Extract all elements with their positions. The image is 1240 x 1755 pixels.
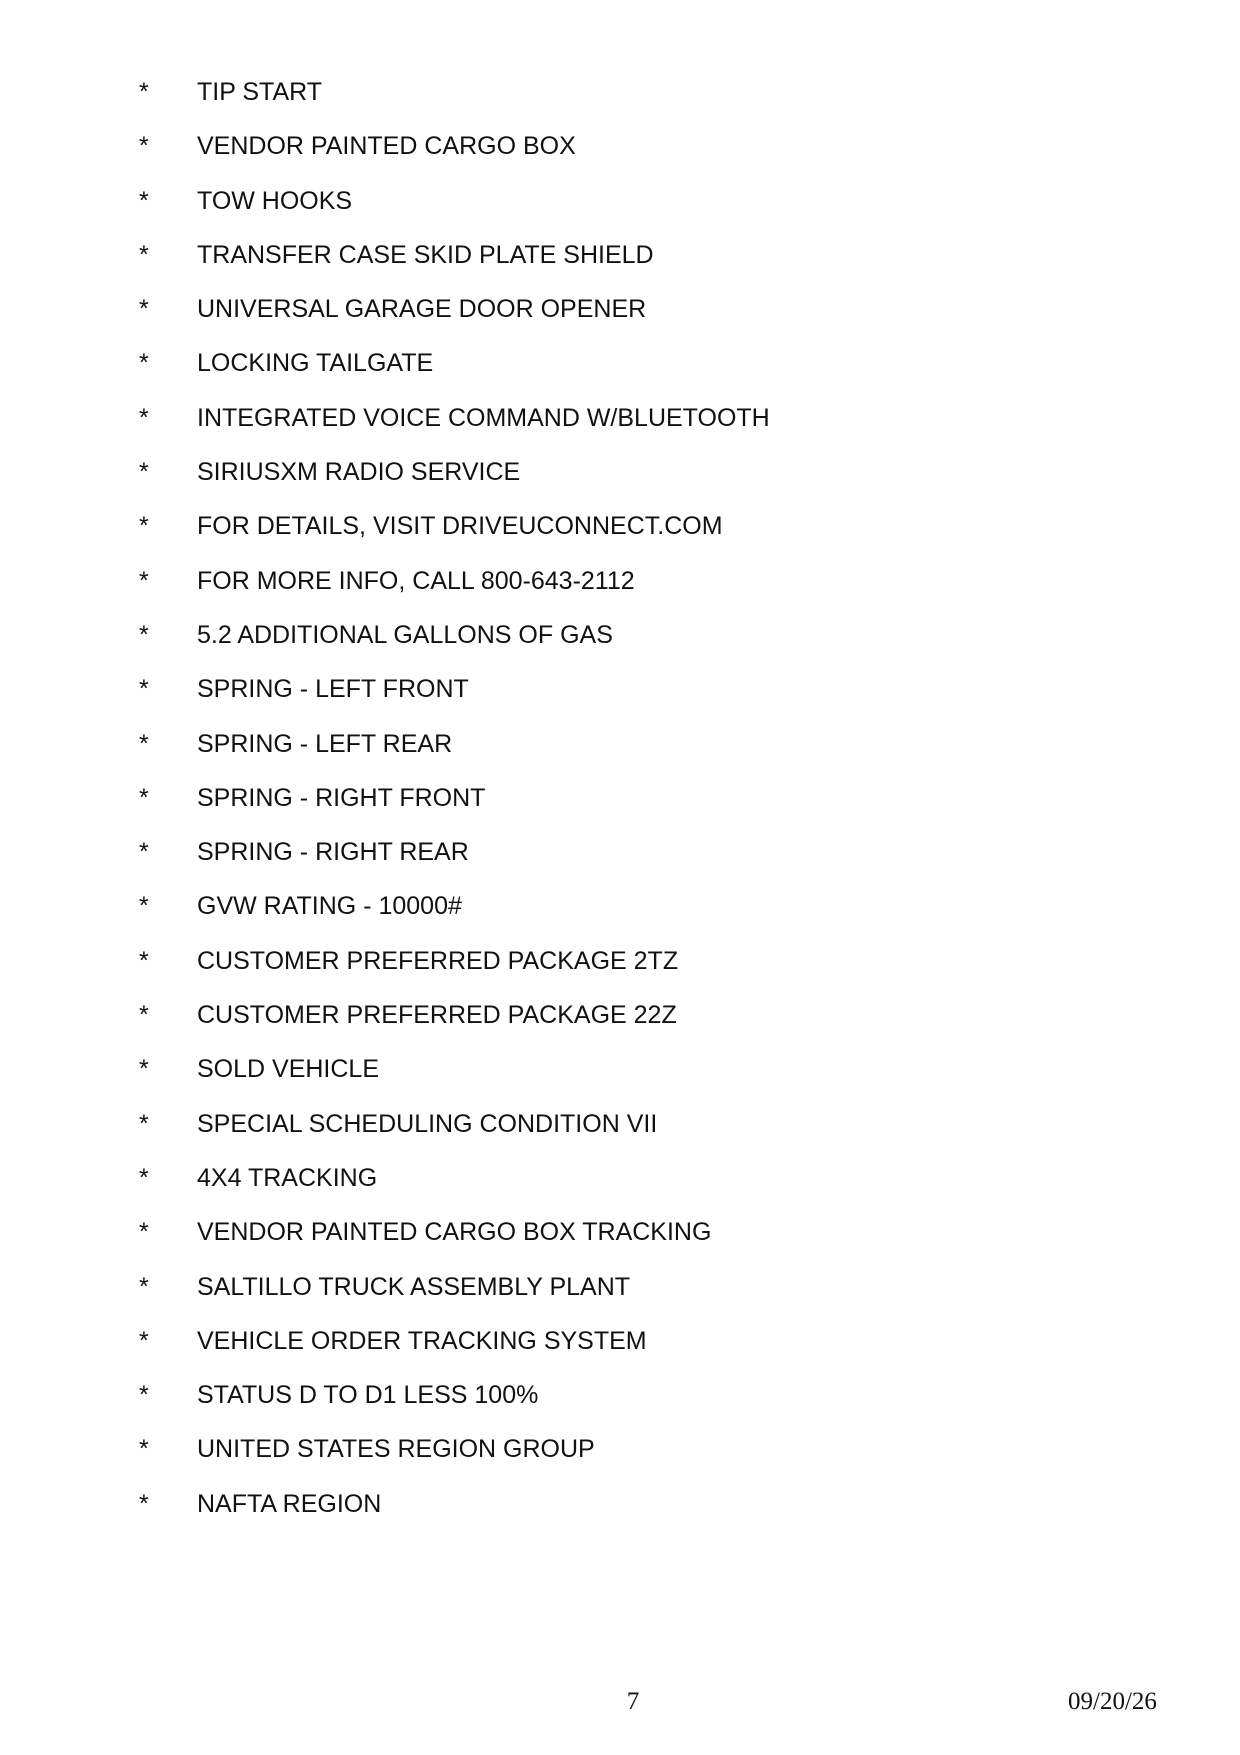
bullet-marker: * [139, 1109, 149, 1138]
bullet-marker: * [139, 729, 149, 758]
list-item [0, 1489, 1240, 1543]
bullet-marker: * [139, 892, 149, 921]
bullet-marker: * [139, 349, 149, 378]
list-item-text: SALTILLO TRUCK ASSEMBLY PLANT [197, 1272, 631, 1301]
list-item [0, 403, 1240, 457]
footer-date: 09/20/26 [1068, 1688, 1157, 1715]
bullet-marker: * [139, 78, 149, 106]
list-item-text: SPECIAL SCHEDULING CONDITION VII [197, 1109, 658, 1138]
list-item [0, 1380, 1240, 1434]
list-item [0, 837, 1240, 891]
bullet-marker: * [139, 512, 149, 541]
bullet-marker: * [139, 132, 149, 161]
list-item [0, 294, 1240, 348]
bullet-marker: * [139, 403, 149, 432]
list-item-text: SIRIUSXM RADIO SERVICE [197, 458, 521, 487]
list-item [0, 348, 1240, 402]
bullet-marker: * [139, 1163, 149, 1192]
list-item-text: 5.2 ADDITIONAL GALLONS OF GAS [197, 620, 613, 649]
list-item-text: FOR MORE INFO, CALL 800-643-2112 [197, 566, 635, 595]
list-item [0, 729, 1240, 783]
bullet-marker: * [139, 186, 149, 215]
bullet-marker: * [139, 1489, 149, 1518]
list-item-text: 4X4 TRACKING [197, 1163, 378, 1192]
list-item [0, 77, 1240, 131]
list-item [0, 1054, 1240, 1108]
list-item [0, 1217, 1240, 1271]
list-item [0, 1434, 1240, 1488]
bullet-marker: * [139, 1055, 149, 1084]
list-item-text: FOR DETAILS, VISIT DRIVEUCONNECT.COM [197, 512, 723, 541]
list-item-text: STATUS D TO D1 LESS 100% [197, 1381, 539, 1410]
list-item [0, 946, 1240, 1000]
feature-list [0, 77, 1240, 1543]
list-item-text: VENDOR PAINTED CARGO BOX [197, 132, 576, 161]
list-item-text: CUSTOMER PREFERRED PACKAGE 2TZ [197, 946, 679, 975]
list-item [0, 620, 1240, 674]
list-item-text: UNIVERSAL GARAGE DOOR OPENER [197, 295, 647, 324]
list-item [0, 240, 1240, 294]
list-item [0, 891, 1240, 945]
list-item [0, 674, 1240, 728]
list-item [0, 1272, 1240, 1326]
list-item-text: TOW HOOKS [197, 186, 353, 215]
list-item-text: SPRING - LEFT REAR [197, 729, 453, 758]
list-item-text: TIP START [197, 78, 323, 106]
list-item [0, 511, 1240, 565]
list-item-text: SPRING - RIGHT FRONT [197, 783, 486, 812]
list-item [0, 783, 1240, 837]
bullet-marker: * [139, 1272, 149, 1301]
list-item-text: VEHICLE ORDER TRACKING SYSTEM [197, 1326, 647, 1355]
page-number: 7 [626, 1688, 640, 1715]
bullet-marker: * [139, 838, 149, 867]
list-item [0, 131, 1240, 185]
list-item [0, 1163, 1240, 1217]
list-item-text: LOCKING TAILGATE [197, 349, 434, 378]
list-item-text: UNITED STATES REGION GROUP [197, 1435, 595, 1464]
list-item-text: VENDOR PAINTED CARGO BOX TRACKING [197, 1218, 712, 1247]
list-item-text: TRANSFER CASE SKID PLATE SHIELD [197, 240, 654, 269]
bullet-marker: * [139, 620, 149, 649]
list-item-text: SPRING - RIGHT REAR [197, 838, 469, 867]
list-item [0, 1000, 1240, 1054]
list-item [0, 186, 1240, 240]
bullet-marker: * [139, 675, 149, 704]
bullet-marker: * [139, 946, 149, 975]
list-item [0, 1109, 1240, 1163]
list-item [0, 457, 1240, 511]
bullet-marker: * [139, 1326, 149, 1355]
list-item-text: CUSTOMER PREFERRED PACKAGE 22Z [197, 1001, 677, 1030]
list-item-text: INTEGRATED VOICE COMMAND W/BLUETOOTH [197, 403, 770, 432]
list-item-text: GVW RATING - 10000# [197, 892, 462, 921]
bullet-marker: * [139, 1001, 149, 1030]
bullet-marker: * [139, 458, 149, 487]
bullet-marker: * [139, 1218, 149, 1247]
list-item-text: NAFTA REGION [197, 1489, 382, 1518]
list-item [0, 566, 1240, 620]
bullet-marker: * [139, 240, 149, 269]
bullet-marker: * [139, 295, 149, 324]
list-item-text: SOLD VEHICLE [197, 1055, 380, 1084]
bullet-marker: * [139, 783, 149, 812]
bullet-marker: * [139, 1435, 149, 1464]
bullet-marker: * [139, 566, 149, 595]
list-item-text: SPRING - LEFT FRONT [197, 675, 469, 704]
bullet-marker: * [139, 1381, 149, 1410]
list-item [0, 1326, 1240, 1380]
